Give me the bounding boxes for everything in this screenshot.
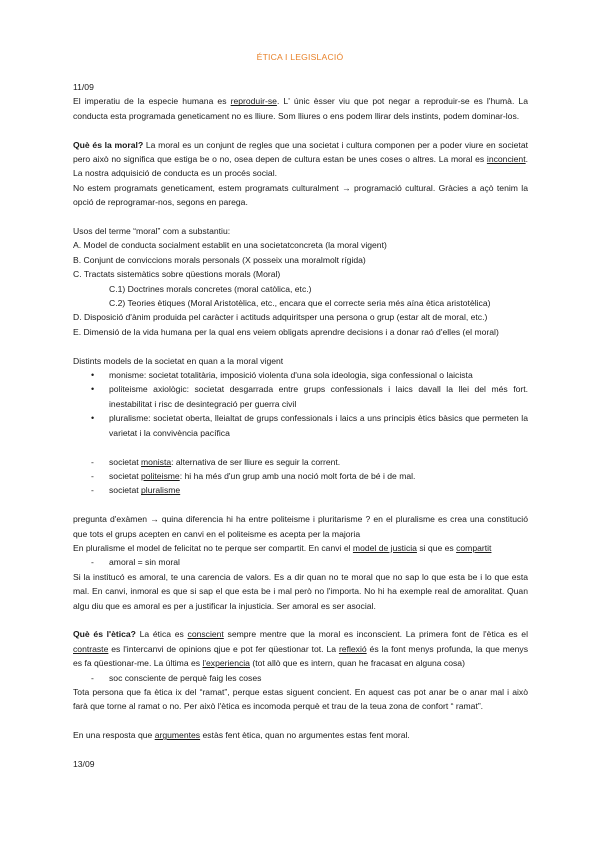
paragraph-programacio: No estem programats geneticament, estem programats culturalment → programació cultural. Gràcies a açò tenim la opció de reprogramar-nos, segons en parega.: [73, 182, 528, 208]
models-list: [73, 368, 528, 440]
usos-item: B. Conjunt de conviccions morals personals (X posseix una moralmolt rígida): [73, 254, 366, 265]
list-item: - soc consciente de perquè faig les coses: [73, 671, 528, 685]
list-item: - societat monista: alternativa de ser lliure es seguir la corrent.: [73, 455, 528, 469]
bullet-icon: •: [91, 413, 95, 424]
amoral-list: [73, 555, 528, 569]
usos-subitem: C.1) Doctrines morals concretes (moral catòlica, etc.): [109, 283, 312, 294]
models-heading: Distints models de la societat en quan a la moral vigent: [73, 355, 284, 366]
usos-heading: Usos del terme “moral” com a substantiu:: [73, 226, 231, 237]
usos-item: A. Model de conducta socialment establit en una societatconcreta (la moral vigent): [73, 240, 387, 251]
date-heading: 11/09: [73, 82, 94, 92]
usos-item: D. Disposició d'ànim produida pel caràcter i actituds adquiritsper una persona o grup (estar alt de moral, etc.): [73, 312, 488, 323]
paragraph-pluralisme: En pluralisme el model de felicitat no te perque ser compartit. En canvi el model de justicia si que es compartit: [73, 542, 492, 553]
societats-list: [73, 455, 528, 498]
paragraph-moral: Què és la moral? La moral es un conjunt de regles que una societat i cultura componen per a poder viure en societat pero això no significa que estiga be o no, osea depen de cultura estan be unes coses o altres. La moral es inconcient. La nostra adquisició de conducta es un procés social.: [73, 139, 528, 179]
document-title: ÉTICA I LEGISLACIÓ: [256, 52, 344, 62]
paragraph-etica: Què és l'ètica? La ética es conscient sempre mentre que la moral es inconscient. La primera font de l'ètica es el contraste es l'intercanvi de opinions qjue e pot fer qüestionar tot. La reflexió és la font menys profunda, la que menys es fa qüestionar-me. La última es l'experiencia (tot allò que es intern, quan he fracasat en alguna cosa): [73, 629, 529, 669]
usos-item: C. Tractats sistemàtics sobre qüestions morals (Moral): [73, 269, 281, 280]
bullet-icon: •: [91, 384, 95, 395]
paragraph-amoralitat: Si la institucó es amoral, te una carencia de valors. Es a dir quan no te moral que no sap lo que esta be i lo que esta mal. En canvi, inmoral es que si sap el que esta be i mal però no l'importa. No hi ha exemple real de amoralitat. Quan algu diu que es amoral es per a justificar la injusticia. Ser amoral es ser asocial.: [73, 571, 528, 611]
dash-icon: -: [91, 485, 94, 496]
dash-icon: -: [91, 470, 94, 481]
usos-subitem: C.2) Teories ètiques (Moral Aristotèlica, etc., encara que el correcte seria més aína ètica aristotèlica): [109, 298, 491, 309]
list-item: - amoral = sin moral: [73, 555, 528, 569]
list-item: • politeisme axiològic: societat desgarrada entre grups confessionals i laics davall la llei del més fort. inestabilitat i risc de desintegració per guerra civil: [91, 384, 528, 409]
soc-list: [73, 671, 528, 685]
list-item: - societat pluralisme: [73, 483, 528, 497]
paragraph-imperatiu: El imperatiu de la especie humana es reproduir-se. L' únic èsser viu que pot negar a reproduir-se es l'humà. La conducta esta programada geneticament no es lliure. Som lliures o ens podem llirar dels instints, podem dominar-los.: [73, 96, 528, 121]
bullet-icon: •: [91, 370, 95, 381]
paragraph-pregunta: pregunta d'exàmen → quina diferencia hi ha entre politeisme i pluritarisme ? en el pluralisme es crea una constitució que tots el grups acepten en canvi en el politeisme es acepta per la majoria: [73, 514, 528, 539]
paragraph-ramat: Tota persona que fa ètica ix del “ramat”, perque estas siguent concient. En aquest cas pot anar be o anar mal i això farà que torne al ramat o no. Per això l'ètica es incomoda perquè et trau de la teua zona de confort “ ramat”.: [73, 686, 528, 712]
usos-item: E. Dimensió de la vida humana per la qual ens veiem obligats aprendre decisions i a donar raó d'elles (el moral): [73, 326, 499, 337]
date-heading: 13/09: [73, 758, 95, 769]
paragraph-argumentes: En una resposta que argumentes estàs fent ètica, quan no argumentes estas fent moral.: [73, 730, 410, 741]
list-item: • monisme: societat totalitària, imposició violenta d'una sola ideologia, siga confessional o laicista: [73, 368, 528, 382]
dash-icon: -: [91, 456, 94, 467]
dash-icon: -: [91, 672, 94, 683]
dash-icon: -: [91, 557, 94, 568]
list-item: • pluralisme: societat oberta, lleialtat de grups confessionals i laics a uns principis ètics bàsics que permeten la varietat i la convivència pacífica: [91, 413, 528, 438]
document-body: [73, 80, 528, 771]
list-item: - societat politeisme: hi ha més d'un grup amb una noció molt forta de bé i de mal.: [73, 469, 528, 483]
